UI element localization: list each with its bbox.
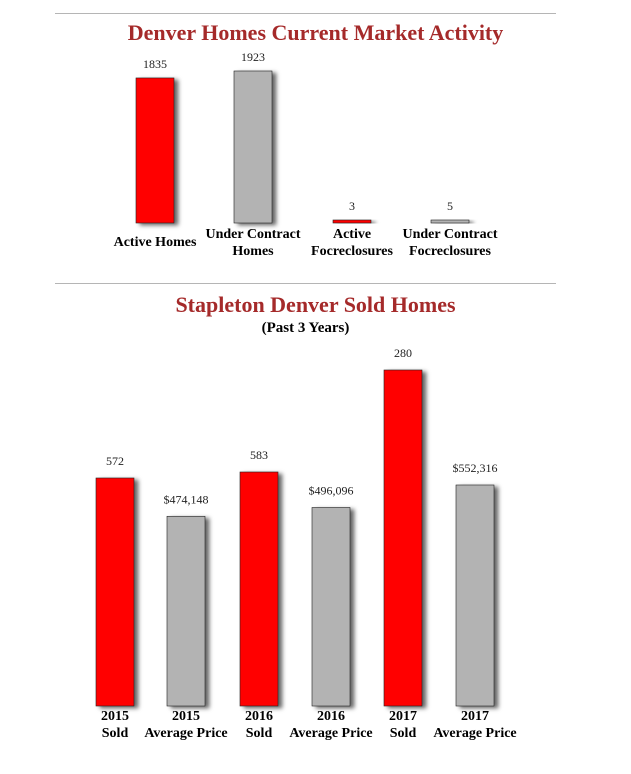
category-label-2-2-2: Average Price: [144, 726, 228, 741]
bar-2-3: [240, 472, 278, 706]
value-label-1-3: 3: [349, 199, 355, 213]
category-label-1-3-2: Focreclosures: [311, 244, 393, 259]
category-label-2-1-1: 2015: [101, 709, 129, 724]
value-label-2-5: 280: [394, 346, 412, 360]
category-label-2-4-2: Average Price: [289, 726, 373, 741]
category-label-2-2-1: 2015: [172, 709, 200, 724]
value-label-2-6: $552,316: [452, 461, 498, 475]
value-label-2-4: $496,096: [308, 483, 354, 498]
value-label-1-1: 1835: [143, 56, 167, 71]
bar-2-6: [456, 485, 494, 706]
category-label-2-6-2: Average Price: [433, 726, 517, 741]
category-label-1-3-1: Active: [332, 227, 372, 242]
value-label-1-2: 1923: [241, 50, 265, 64]
category-label-2-5-1: 2017: [389, 709, 417, 724]
category-label-2-3-1: 2016: [245, 709, 273, 724]
category-label-1-1-1: Active Homes: [113, 235, 197, 250]
category-label-1-4-2: Focreclosures: [409, 244, 491, 259]
category-label-1-2-1: Under Contract: [205, 227, 301, 242]
chart-1-title: Denver Homes Current Market Activity: [127, 20, 504, 45]
bar-2-2: [167, 516, 205, 706]
bar-2-1: [96, 478, 134, 706]
value-label-2-1: 572: [106, 454, 124, 468]
bar-2-4: [312, 507, 350, 706]
category-label-2-4-1: 2016: [317, 709, 345, 724]
bar-2-5: [384, 370, 422, 706]
chart-2-title: Stapleton Denver Sold Homes: [175, 292, 456, 317]
value-label-2-3: 583: [250, 448, 268, 462]
chart-2-subtitle: (Past 3 Years): [261, 320, 350, 336]
category-label-1-4-1: Under Contract: [402, 227, 498, 242]
value-label-2-2: $474,148: [163, 492, 209, 507]
category-label-1-2-2: Homes: [232, 244, 274, 259]
category-label-2-5-2: Sold: [389, 726, 417, 741]
category-label-2-6-1: 2017: [461, 709, 489, 724]
category-label-2-3-2: Sold: [245, 726, 273, 741]
category-label-2-1-2: Sold: [101, 726, 129, 741]
value-label-1-4: 5: [447, 199, 453, 213]
